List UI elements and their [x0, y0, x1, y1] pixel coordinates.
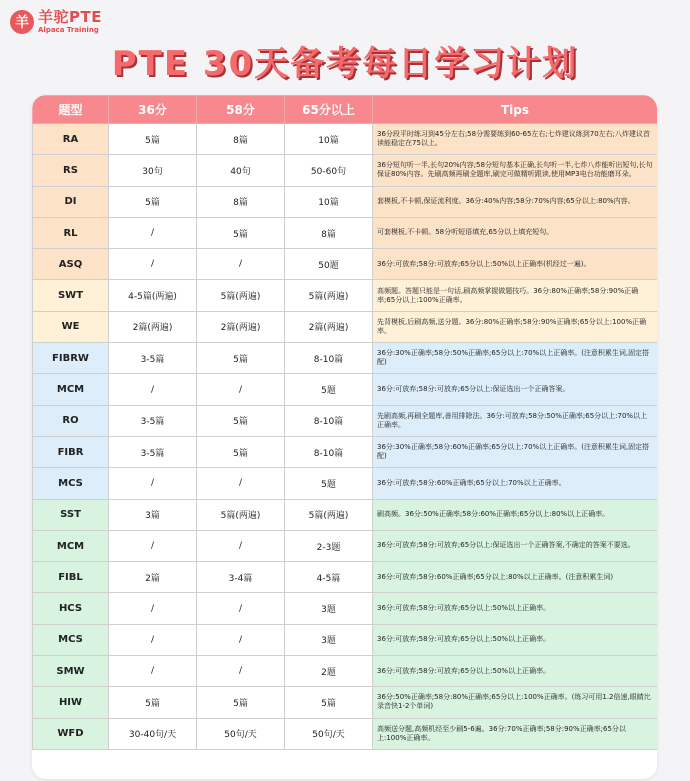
type-cell: ASQ — [33, 249, 109, 280]
score-58-cell: / — [197, 468, 285, 499]
type-cell: FIBL — [33, 562, 109, 593]
header-type: 题型 — [33, 96, 109, 124]
score-65-cell: 8篇 — [285, 217, 373, 248]
tips-cell: 36分:可放弃;58分:可放弃;65分以上:保证选出一个正确答案,不确定的答案不要选。 — [373, 530, 658, 561]
tips-cell: 高频题。答题只能是一句话,刷高频掌握做题技巧。36分:80%正确率;58分:90%正确率;65分以上:100%正确率。 — [373, 280, 658, 311]
table-row — [33, 499, 658, 530]
score-65-cell: 50句/天 — [285, 718, 373, 749]
tips-cell: 刷高频。36分:50%正确率;58分:60%正确率;65分以上:80%以上正确率。 — [373, 499, 658, 530]
score-36-cell: / — [109, 217, 197, 248]
score-36-cell: 3-5篇 — [109, 436, 197, 467]
table-row — [33, 656, 658, 687]
table-header-row — [33, 96, 658, 124]
tips-cell: 36分:30%正确率;58分:50%正确率;65分以上:70%以上正确率。(注意积累生词,固定搭配) — [373, 343, 658, 374]
header-65: 65分以上 — [285, 96, 373, 124]
score-58-cell: 5篇(两遍) — [197, 499, 285, 530]
type-cell: RO — [33, 405, 109, 436]
score-36-cell: 4-5篇(两遍) — [109, 280, 197, 311]
tips-cell: 36分:30%正确率;58分:60%正确率;65分以上:70%以上正确率。(注意积累生词,固定搭配) — [373, 436, 658, 467]
table-row — [33, 217, 658, 248]
type-cell: SWT — [33, 280, 109, 311]
type-cell: RL — [33, 217, 109, 248]
score-58-cell: 8篇 — [197, 186, 285, 217]
type-cell: HIW — [33, 687, 109, 718]
score-36-cell: 5篇 — [109, 186, 197, 217]
score-36-cell: / — [109, 656, 197, 687]
score-58-cell: 5篇 — [197, 217, 285, 248]
score-36-cell: 3-5篇 — [109, 405, 197, 436]
table-row — [33, 593, 658, 624]
table-row — [33, 436, 658, 467]
score-65-cell: 5篇(两遍) — [285, 499, 373, 530]
alpaca-icon: 羊 — [10, 10, 34, 34]
score-65-cell: 10篇 — [285, 124, 373, 155]
score-65-cell: 3题 — [285, 624, 373, 655]
brand-logo — [10, 8, 102, 36]
type-cell: SMW — [33, 656, 109, 687]
score-65-cell: 8-10篇 — [285, 343, 373, 374]
score-65-cell: 8-10篇 — [285, 436, 373, 467]
score-58-cell: 5篇(两遍) — [197, 280, 285, 311]
score-58-cell: 50句/天 — [197, 718, 285, 749]
score-58-cell: 5篇 — [197, 436, 285, 467]
table-row — [33, 687, 658, 718]
score-65-cell: 5题 — [285, 468, 373, 499]
score-58-cell: / — [197, 249, 285, 280]
score-58-cell: 3-4篇 — [197, 562, 285, 593]
score-36-cell: / — [109, 374, 197, 405]
score-65-cell: 3题 — [285, 593, 373, 624]
score-36-cell: 5篇 — [109, 687, 197, 718]
score-58-cell: 2篇(两遍) — [197, 311, 285, 342]
tips-cell: 36分:可放弃;58分:可放弃;65分以上:50%以上正确率。 — [373, 656, 658, 687]
score-36-cell: 2篇 — [109, 562, 197, 593]
type-cell: MCM — [33, 374, 109, 405]
table-row — [33, 530, 658, 561]
score-36-cell: 2篇(两遍) — [109, 311, 197, 342]
table-row — [33, 374, 658, 405]
type-cell: RS — [33, 155, 109, 186]
score-65-cell: 5题 — [285, 374, 373, 405]
tips-cell: 36分:可放弃;58分:可放弃;65分以上:保证选出一个正确答案。 — [373, 374, 658, 405]
type-cell: WE — [33, 311, 109, 342]
score-58-cell: 5篇 — [197, 687, 285, 718]
score-36-cell: 30-40句/天 — [109, 718, 197, 749]
table-row — [33, 311, 658, 342]
tips-cell: 36分:可放弃;58分:60%正确率;65分以上:80%以上正确率。(注意积累生词) — [373, 562, 658, 593]
score-58-cell: / — [197, 530, 285, 561]
plan-card — [32, 95, 657, 779]
score-36-cell: / — [109, 468, 197, 499]
score-65-cell: 50题 — [285, 249, 373, 280]
type-cell: DI — [33, 186, 109, 217]
score-36-cell: / — [109, 249, 197, 280]
score-58-cell: 40句 — [197, 155, 285, 186]
score-58-cell: / — [197, 656, 285, 687]
type-cell: MCM — [33, 530, 109, 561]
table-row — [33, 343, 658, 374]
type-cell: FIBR — [33, 436, 109, 467]
type-cell: RA — [33, 124, 109, 155]
tips-cell: 36分:可放弃;58分:可放弃;65分以上:50%以上正确率(机经过一遍)。 — [373, 249, 658, 280]
score-36-cell: 5篇 — [109, 124, 197, 155]
tips-cell: 先背模板,后刷高频,送分题。36分:80%正确率;58分:90%正确率;65分以上:100%正确率。 — [373, 311, 658, 342]
tips-cell: 36分:可放弃;58分:可放弃;65分以上:50%以上正确率。 — [373, 593, 658, 624]
score-58-cell: 5篇 — [197, 343, 285, 374]
score-65-cell: 2题 — [285, 656, 373, 687]
table-row — [33, 249, 658, 280]
type-cell: FIBRW — [33, 343, 109, 374]
score-58-cell: 8篇 — [197, 124, 285, 155]
score-65-cell: 10篇 — [285, 186, 373, 217]
tips-cell: 36分:50%正确率;58分:80%正确率;65分以上:100%正确率。(练习可用1.2倍速,眼睛比录音快1-2个单词) — [373, 687, 658, 718]
table-row — [33, 718, 658, 749]
score-65-cell: 5篇 — [285, 687, 373, 718]
table-row — [33, 124, 658, 155]
score-58-cell: / — [197, 624, 285, 655]
score-36-cell: / — [109, 530, 197, 561]
score-65-cell: 5篇(两遍) — [285, 280, 373, 311]
score-65-cell: 2-3题 — [285, 530, 373, 561]
score-36-cell: / — [109, 624, 197, 655]
score-65-cell: 8-10篇 — [285, 405, 373, 436]
tips-cell: 套模板,不卡顿,保证流利度。36分:40%内容;58分:70%内容;65分以上:80%内容。 — [373, 186, 658, 217]
tips-cell: 高频送分题,高频机经至少刷5-6遍。36分:70%正确率;58分:90%正确率;65分以上:100%正确率。 — [373, 718, 658, 749]
tips-cell: 36分短句听一半,长句20%内容;58分短句基本正确,长句听一半,七炸八炸能听出短句,长句保证80%内容。先刷高频再刷全题库,刷完可做精听跟读,使用MP3电台功能磨耳朵。 — [373, 155, 658, 186]
table-row — [33, 405, 658, 436]
tips-cell: 先刷高频,再刷全题库,善用排除法。36分:可放弃;58分:50%正确率;65分以上:70%以上正确率。 — [373, 405, 658, 436]
tips-cell: 可套模板,不卡顿。58分听短语填充,65分以上填充短句。 — [373, 217, 658, 248]
study-plan-table — [32, 95, 657, 750]
table-body — [33, 124, 658, 750]
type-cell: WFD — [33, 718, 109, 749]
header-36: 36分 — [109, 96, 197, 124]
type-cell: SST — [33, 499, 109, 530]
score-58-cell: / — [197, 593, 285, 624]
score-36-cell: 30句 — [109, 155, 197, 186]
header-tips: Tips — [373, 96, 658, 124]
score-65-cell: 2篇(两遍) — [285, 311, 373, 342]
table-row — [33, 468, 658, 499]
table-row — [33, 186, 658, 217]
score-65-cell: 4-5篇 — [285, 562, 373, 593]
tips-cell: 36分:可放弃;58分:60%正确率;65分以上:70%以上正确率。 — [373, 468, 658, 499]
type-cell: MCS — [33, 468, 109, 499]
tips-cell: 36分段平时练习到45分左右;58分需要练到60-65左右;七炸建议练到70左右;八炸建议首读能稳定在75以上。 — [373, 124, 658, 155]
brand-name: 羊驼PTE — [38, 8, 102, 26]
score-36-cell: 3篇 — [109, 499, 197, 530]
table-row — [33, 280, 658, 311]
brand-tagline: Alpaca Training — [38, 26, 99, 34]
table-row — [33, 562, 658, 593]
type-cell: HCS — [33, 593, 109, 624]
score-65-cell: 50-60句 — [285, 155, 373, 186]
type-cell: MCS — [33, 624, 109, 655]
table-row — [33, 155, 658, 186]
table-row — [33, 624, 658, 655]
header-58: 58分 — [197, 96, 285, 124]
score-58-cell: / — [197, 374, 285, 405]
score-36-cell: / — [109, 593, 197, 624]
page-title: PTE 30天备考每日学习计划 — [111, 44, 579, 84]
tips-cell: 36分:可放弃;58分:可放弃;65分以上:50%以上正确率。 — [373, 624, 658, 655]
score-36-cell: 3-5篇 — [109, 343, 197, 374]
score-58-cell: 5篇 — [197, 405, 285, 436]
